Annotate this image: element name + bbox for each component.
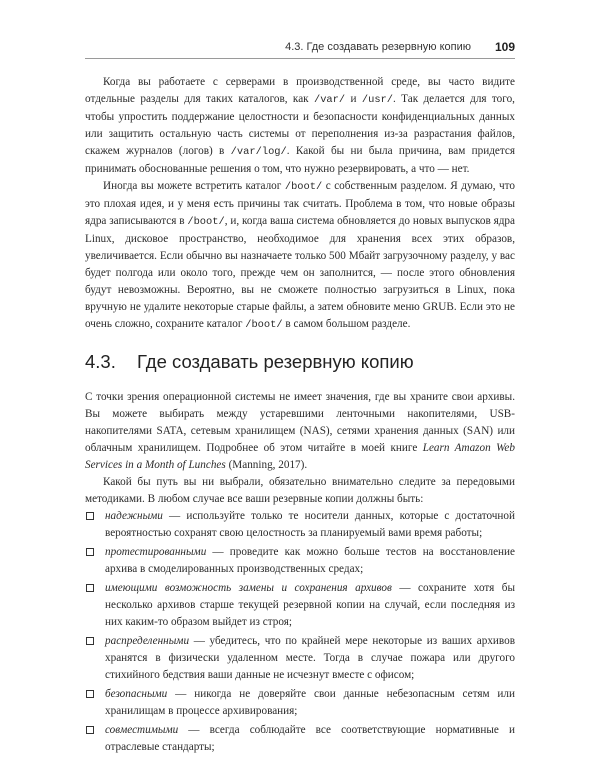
path-boot: /boot/ xyxy=(284,181,323,193)
list-item: распределенными — убедитесь, что по крайней мере некоторые из ваших архивов хранятся в физически удаленном месте. Тогда в случае пожара или другого стихийного бедствия ваши данные не исчезнут вместе с офисом; xyxy=(85,633,515,684)
requirements-list xyxy=(85,508,515,756)
section-title: Где создавать резервную копию xyxy=(137,351,414,372)
path-usr: /usr/ xyxy=(361,94,394,106)
path-var: /var/ xyxy=(313,94,346,106)
list-item: протестированными — проведите как можно больше тестов на восстановление архива в смоделированных производственных средах; xyxy=(85,544,515,578)
list-item: имеющими возможность замены и сохранения архивов — сохраните хотя бы несколько архивов старше текущей резервной копии на случай, если последняя из них каким-то образом выйдет из строя; xyxy=(85,580,515,631)
section-heading xyxy=(85,351,515,373)
checkbox-bullet-icon xyxy=(86,637,94,645)
running-header-title: 4.3. Где создавать резервную копию xyxy=(285,41,471,53)
section-number: 4.3. xyxy=(85,351,116,372)
page-number: 109 xyxy=(494,40,515,54)
paragraph-boot: Иногда вы можете встретить каталог /boot/ с собственным разделом. Я думаю, что это плохая идея, и у меня есть причины так считать. Проблема в том, что новые образы ядра записываются в /boot/, и, когда ваша система обновляется до новых выпусков ядра Linux, дисковое пространство, необходимое для хранения всех этих образов, увеличивается. Если обычно вы назначаете только 500 Мбайт загрузочному разделу, у вас будет полгода или около того, прежде чем он заполнится, — после этого обновления будут невозможны. Вероятно, вы не сможете полностью загрузиться в Linux, пока вручную не удалите некоторые старые файлы, а затем обновите меню GRUB. Если это не очень сложно, сохраните каталог /boot/ в самом большом разделе. xyxy=(85,180,515,331)
checkbox-bullet-icon xyxy=(86,512,94,520)
paragraph-partitions: Когда вы работаете с серверами в производственной среде, вы часто видите отдельные разделы для таких каталогов, как /var/ и /usr/. Так делается для того, чтобы упростить поддержание целостности и безопасности конфиденциальных данных или защитить остальную часть системы от переполнения из-за разрастания файлов, скажем журналов (логов) в /var/log/. Какой бы ни была причина, вам придется принимать обоснованные решения о том, что нужно резервировать, а что — нет. xyxy=(85,76,515,175)
path-boot: /boot/ xyxy=(245,319,283,331)
list-item: безопасными — никогда не доверяйте свои данные небезопасным сетям или хранилищам в процессе архивирования; xyxy=(85,686,515,720)
path-boot: /boot/ xyxy=(187,216,225,228)
path-var-log: /var/log/ xyxy=(230,146,287,158)
book-title: Learn Amazon Web Services in a Month of Lunches xyxy=(85,442,515,471)
checkbox-bullet-icon xyxy=(86,690,94,698)
list-item: совместимыми — всегда соблюдайте все соответствующие нормативные и отраслевые стандарты; xyxy=(85,722,515,756)
paragraph-storage: С точки зрения операционной системы не имеет значения, где вы храните свои архивы. Вы можете выбирать между устаревшими ленточными накопителями, USB-накопителями SATA, сетевым хранилищем (NAS), сетями хранения данных (SAN) или облачным хранилищем. Подробнее об этом читайте в моей книге Learn Amazon Web Services in a Month of Lunches (Manning, 2017). xyxy=(85,391,515,471)
paragraph-best-practices: Какой бы путь вы ни выбрали, обязательно внимательно следите за передовыми методиками. В любом случае все ваши резервные копии должны быть: xyxy=(85,476,515,505)
checkbox-bullet-icon xyxy=(86,584,94,592)
running-header xyxy=(85,40,515,59)
checkbox-bullet-icon xyxy=(86,726,94,734)
list-item: надежными — используйте только те носители данных, которые с достаточной вероятностью сохранят свою целостность за планируемый вами время работы; xyxy=(85,508,515,542)
page-body xyxy=(85,74,515,758)
checkbox-bullet-icon xyxy=(86,548,94,556)
